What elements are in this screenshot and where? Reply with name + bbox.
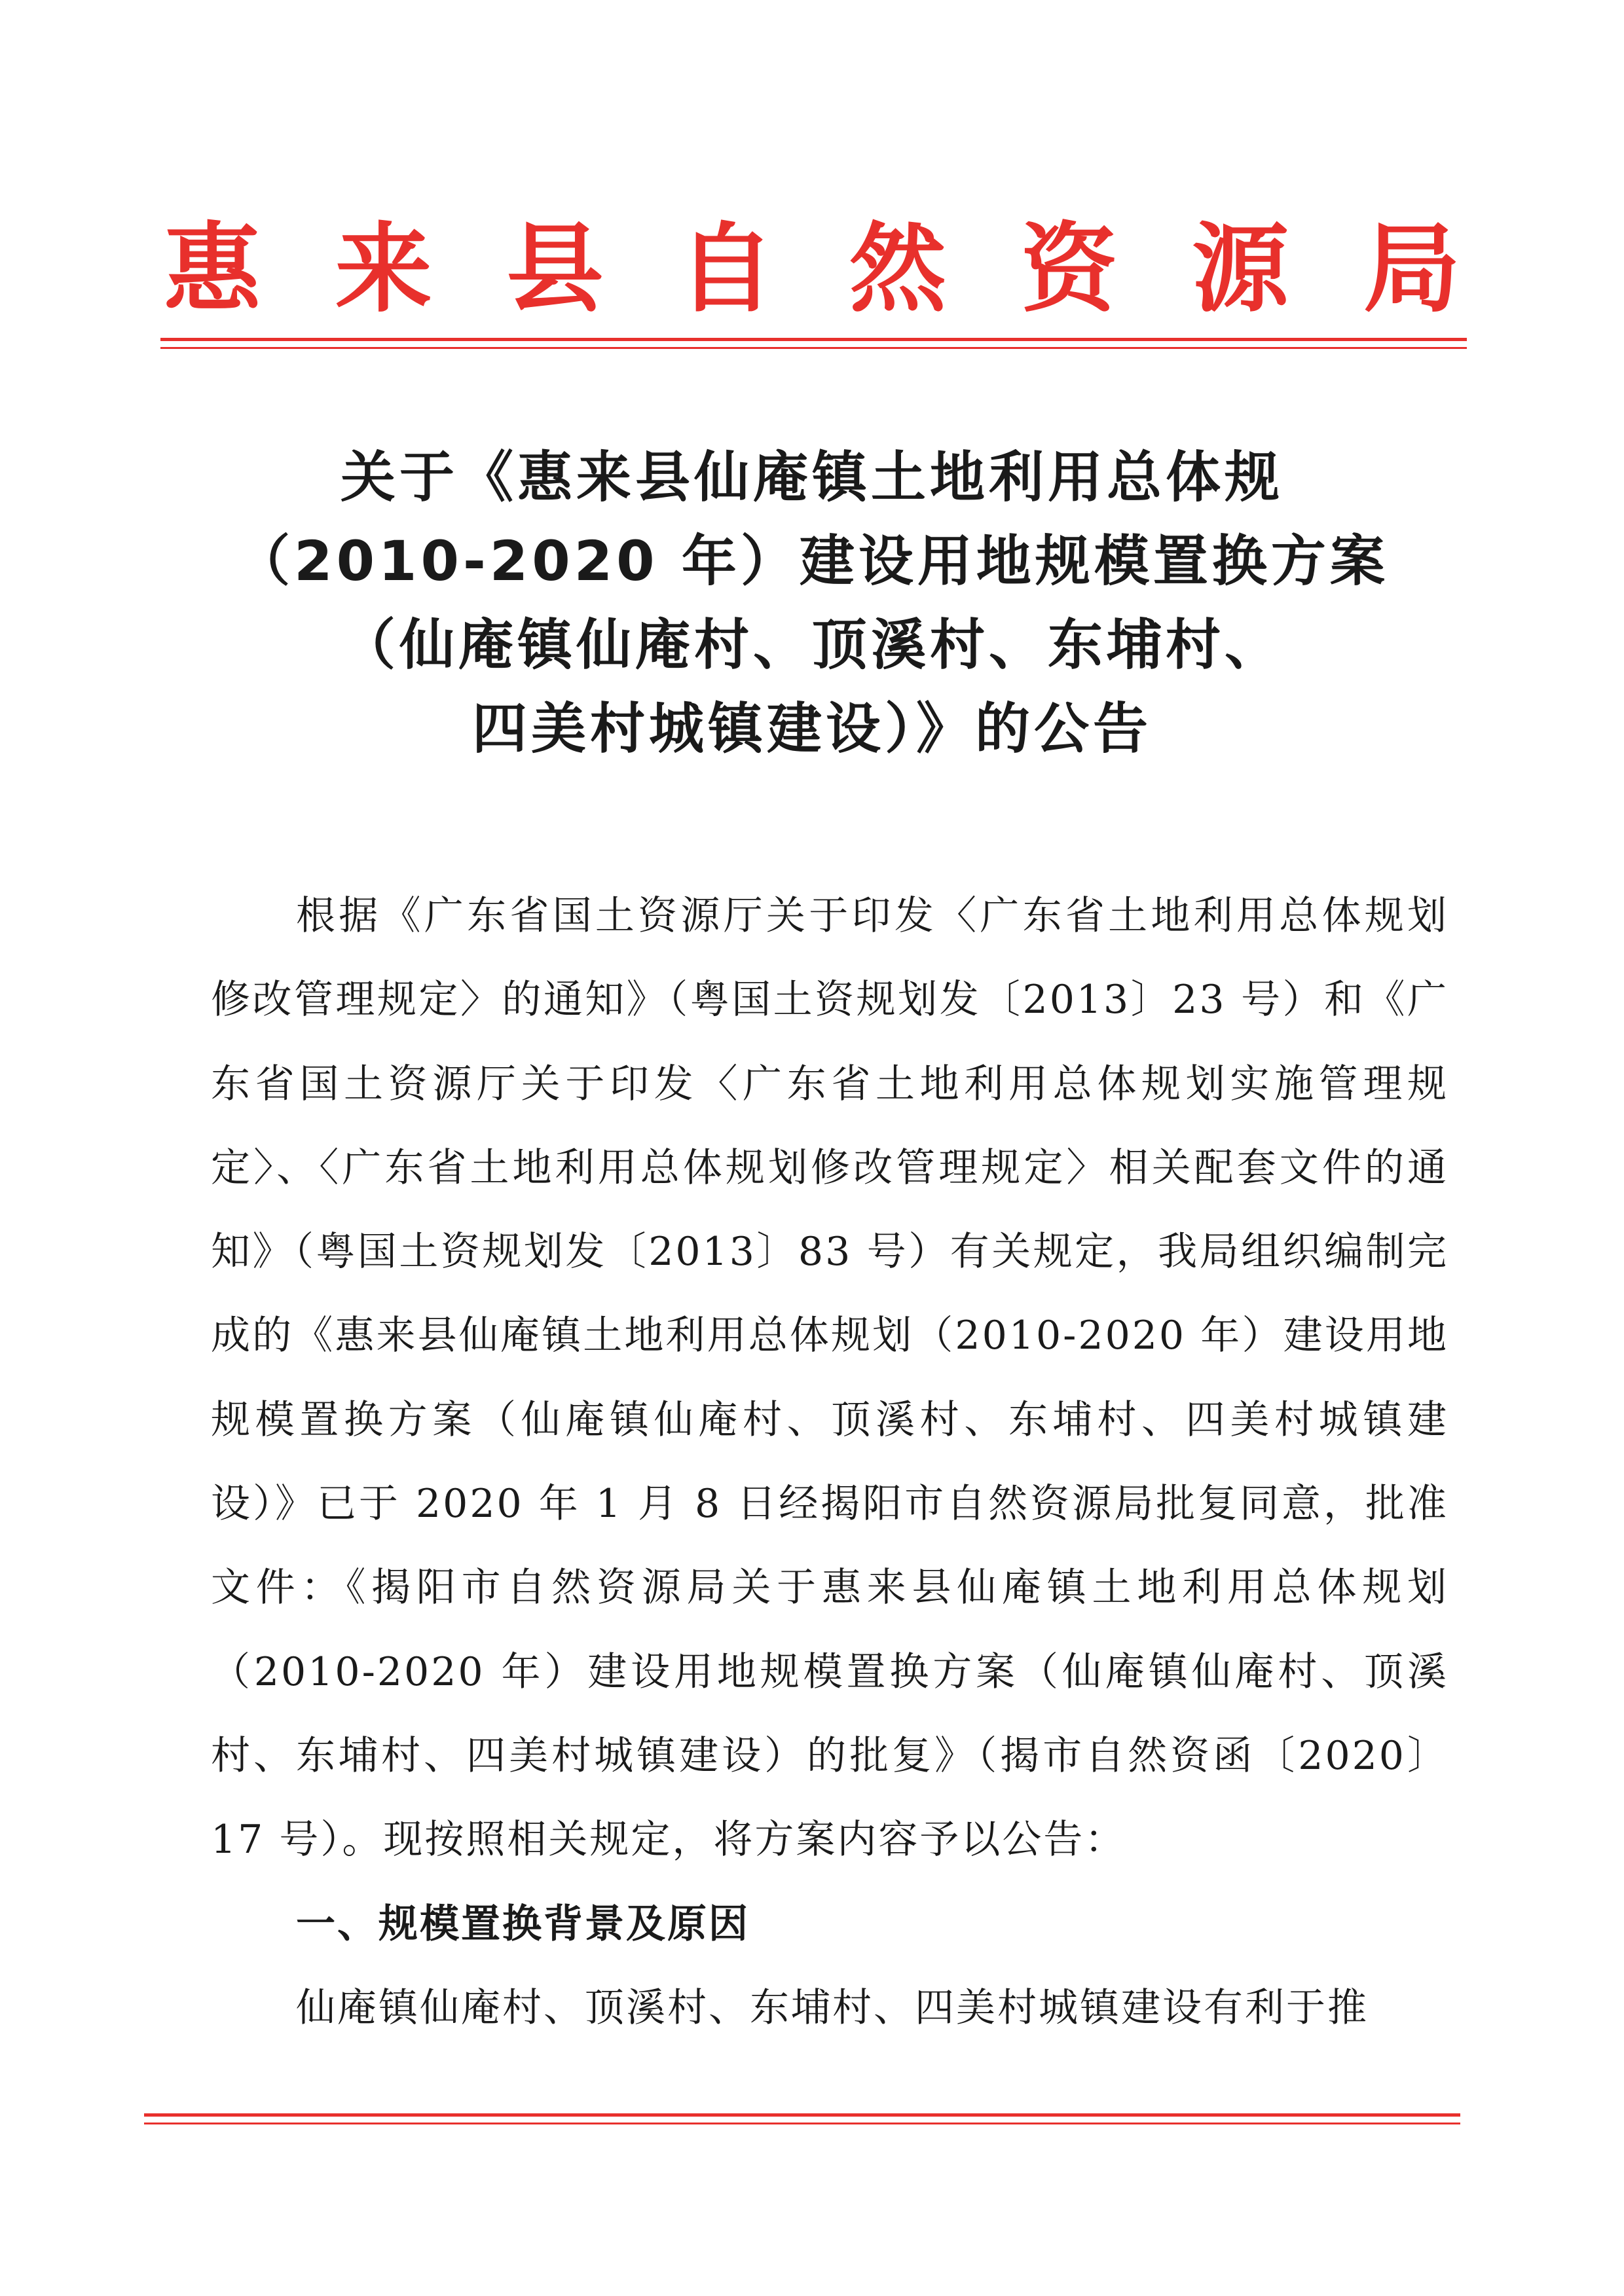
notice-body <box>211 874 1449 2050</box>
title-line: 四美村城镇建设）》的公告 <box>471 697 1152 761</box>
body-paragraph: 根据《广东省国土资源厅关于印发〈广东省土地利用总体规划修改管理规定〉的通知》（粤国土资规划发〔2013〕23 号）和《广东省国土资源厅关于印发〈广东省土地利用总体规划实施管理规定〉、〈广东省土地利用总体规划修改管理规定〉相关配套文件的通知》（粤国土资规划发〔2013〕83 号）有关规定，我局组织编制完成的《惠来县仙庵镇土地利用总体规划（2010-2020 年）建设用地规模置换方案（仙庵镇仙庵村、顶溪村、东埔村、四美村城镇建设）》已于 2020 年 1 月 8 日经揭阳市自然资源局批复同意，批准文件：《揭阳市自然资源局关于惠来县仙庵镇土地利用总体规划（2010-2020 年）建设用地规模置换方案（仙庵镇仙庵村、顶溪村、东埔村、四美村城镇建设）的批复》（揭市自然资函〔2020〕17 号）。现按照相关规定，将方案内容予以公告： <box>211 893 1449 1863</box>
org-name-char: 资 <box>1020 211 1118 325</box>
notice-title <box>157 435 1467 771</box>
org-masthead <box>164 210 1460 327</box>
org-name-char: 源 <box>1192 211 1289 325</box>
footer-rule-thin <box>144 2123 1460 2124</box>
footer-rule-thick <box>144 2113 1460 2117</box>
body-paragraph: 仙庵镇仙庵村、顶溪村、东埔村、四美村城镇建设有利于推 <box>296 1984 1369 2031</box>
org-name-char: 县 <box>506 211 604 325</box>
org-name-char: 来 <box>335 211 432 325</box>
title-line: （2010-2020 年）建设用地规模置换方案 <box>235 529 1389 593</box>
header-rule-thick <box>160 338 1467 341</box>
header-rule-thin <box>160 347 1467 349</box>
title-line: 关于《惠来县仙庵镇土地利用总体规 <box>340 445 1283 509</box>
title-line: （仙庵镇仙庵村、顶溪村、东埔村、 <box>340 613 1283 677</box>
org-name-char: 自 <box>678 211 775 325</box>
org-name-char: 惠 <box>164 211 261 325</box>
section-heading: 一、规模置换背景及原因 <box>296 1901 750 1947</box>
org-name-char: 局 <box>1363 211 1460 325</box>
org-name-char: 然 <box>849 211 946 325</box>
